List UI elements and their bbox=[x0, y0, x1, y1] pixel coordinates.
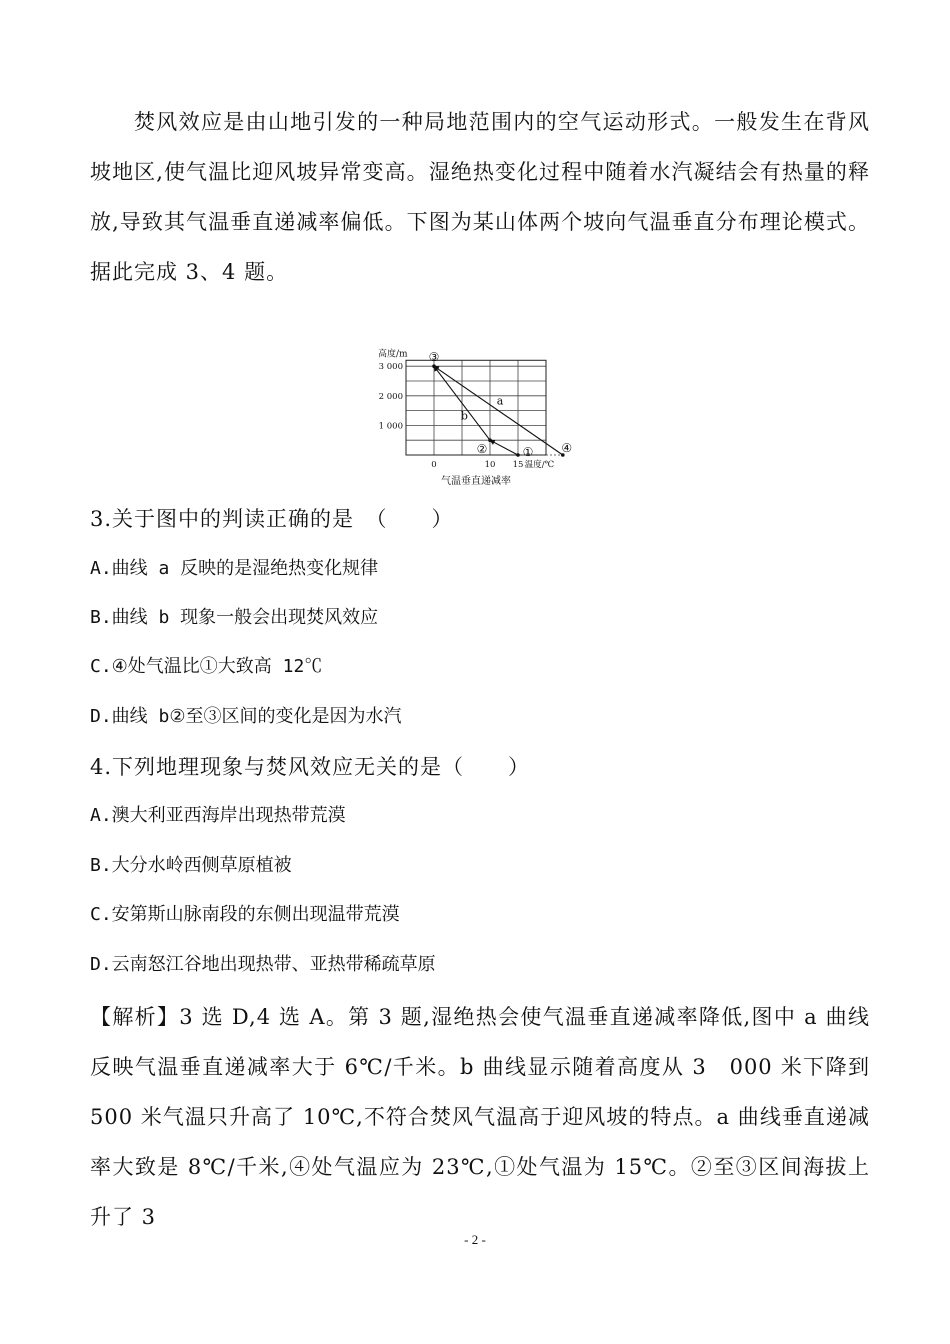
q4-option-c: C.安第斯山脉南段的东侧出现温带荒漠 bbox=[90, 904, 400, 925]
point-label: ② bbox=[476, 442, 488, 457]
point-label: ③ bbox=[428, 350, 440, 365]
point-label: ④ bbox=[561, 441, 573, 455]
chart-title: 气温垂直递减率 bbox=[441, 476, 511, 487]
q3-option-a: A.曲线 a 反映的是湿绝热变化规律 bbox=[90, 558, 379, 579]
q3-option-b: B.曲线 b 现象一般会出现焚风效应 bbox=[90, 607, 379, 628]
x-tick-label: 0 bbox=[431, 460, 437, 470]
q4-stem: 4.下列地理现象与焚风效应无关的是（ ） bbox=[90, 755, 531, 779]
x-tick-label: 15 bbox=[512, 460, 524, 470]
data-point bbox=[488, 438, 492, 442]
y-axis-label: 高度/m bbox=[378, 349, 408, 360]
series-label-a: a bbox=[496, 394, 504, 408]
analysis-paragraph: 【解析】3 选 D,4 选 A。第 3 题,湿绝热会使气温垂直递减率降低,图中 a 曲线反映气温垂直递减率大于 6℃/千米。b 曲线显示随着高度从 3 000 米下降到 500 米气温只升高了 10℃,不符合焚风气温高于迎风坡的特点。a 曲线垂直递减率大致是 8℃/千米,④处气温应为 23℃,①处气温为 15℃。②至③区间海拔上升了 3 bbox=[90, 1005, 870, 1229]
point-label: ① bbox=[522, 445, 534, 459]
y-tick-label: 1 000 bbox=[378, 421, 403, 432]
y-tick-label: 3 000 bbox=[378, 362, 403, 373]
y-tick-label: 2 000 bbox=[378, 391, 403, 402]
temperature-lapse-rate-chart bbox=[366, 302, 586, 490]
q4-option-b: B.大分水岭西侧草原植被 bbox=[90, 855, 292, 876]
data-point bbox=[432, 364, 436, 368]
q3-stem: 3.关于图中的判读正确的是 （ ） bbox=[90, 507, 454, 531]
q4-option-a: A.澳大利亚西海岸出现热带荒漠 bbox=[90, 805, 346, 826]
series-label-b: b bbox=[460, 409, 468, 423]
q3-option-d: D.曲线 b②至③区间的变化是因为水汽 bbox=[90, 706, 402, 727]
page-number: - 2 - bbox=[464, 1232, 486, 1247]
q4-option-d: D.云南怒江谷地出现热带、亚热带稀疏草原 bbox=[90, 954, 436, 975]
intro-paragraph: 焚风效应是由山地引发的一种局地范围内的空气运动形式。一般发生在背风坡地区,使气温比迎风坡异常变高。湿绝热变化过程中随着水汽凝结会有热量的释放,导致其气温垂直递减率偏低。下图为某山体两个坡向气温垂直分布理论模式。据此完成 3、4 题。 bbox=[90, 110, 870, 284]
q3-option-c: C.④处气温比①大致高 12℃ bbox=[90, 656, 323, 677]
x-axis-label: 温度/℃ bbox=[524, 460, 555, 470]
data-point bbox=[516, 453, 520, 457]
x-tick-label: 10 bbox=[484, 460, 496, 470]
